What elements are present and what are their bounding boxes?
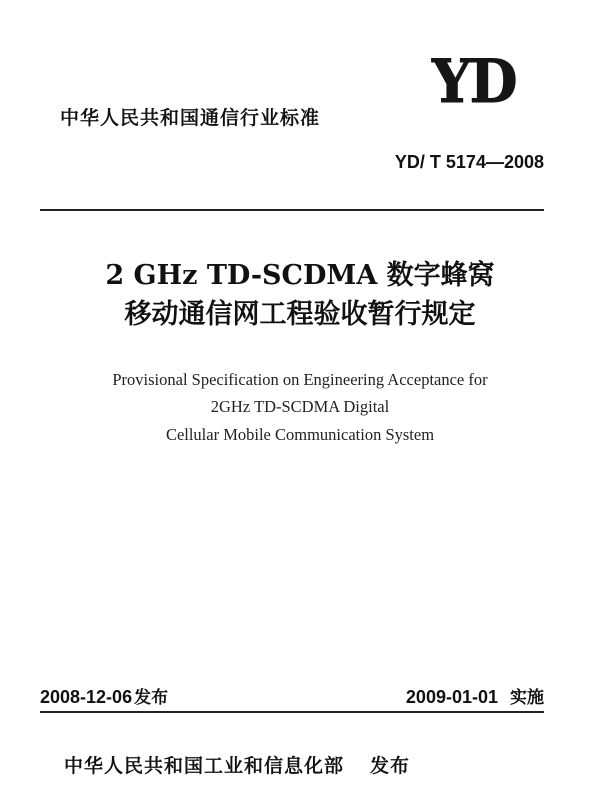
issue-date-value: 2008-12-06: [40, 687, 133, 707]
standard-logo: YD: [432, 47, 516, 117]
title-en-line-2: 2GHz TD-SCDMA Digital: [210, 397, 390, 416]
title-en-line-3: Cellular Mobile Communication System: [165, 425, 435, 444]
title-cn-line-1: 2 GHz TD-SCDMA 数字蜂窝: [105, 260, 495, 291]
implementation-date: [406, 683, 544, 708]
publisher: [64, 751, 410, 778]
issue-date: [40, 683, 168, 708]
publish-action: 发布: [370, 755, 411, 777]
publisher-name: 中华人民共和国工业和信息化部: [64, 755, 345, 777]
standard-number: YD/ T 5174—2008: [394, 152, 544, 172]
title-en-line-1: Provisional Specification on Engineering Acceptance for: [112, 370, 488, 389]
title-cn-line-2: 移动通信网工程验收暂行规定: [124, 299, 476, 330]
bottom-divider: [40, 711, 544, 713]
organization-header: 中华人民共和国通信行业标准: [60, 107, 321, 129]
implementation-date-label: 实施: [510, 688, 544, 708]
top-divider: [40, 209, 544, 211]
implementation-date-value: 2009-01-01: [405, 687, 498, 707]
issue-date-label: 发布: [134, 688, 169, 708]
